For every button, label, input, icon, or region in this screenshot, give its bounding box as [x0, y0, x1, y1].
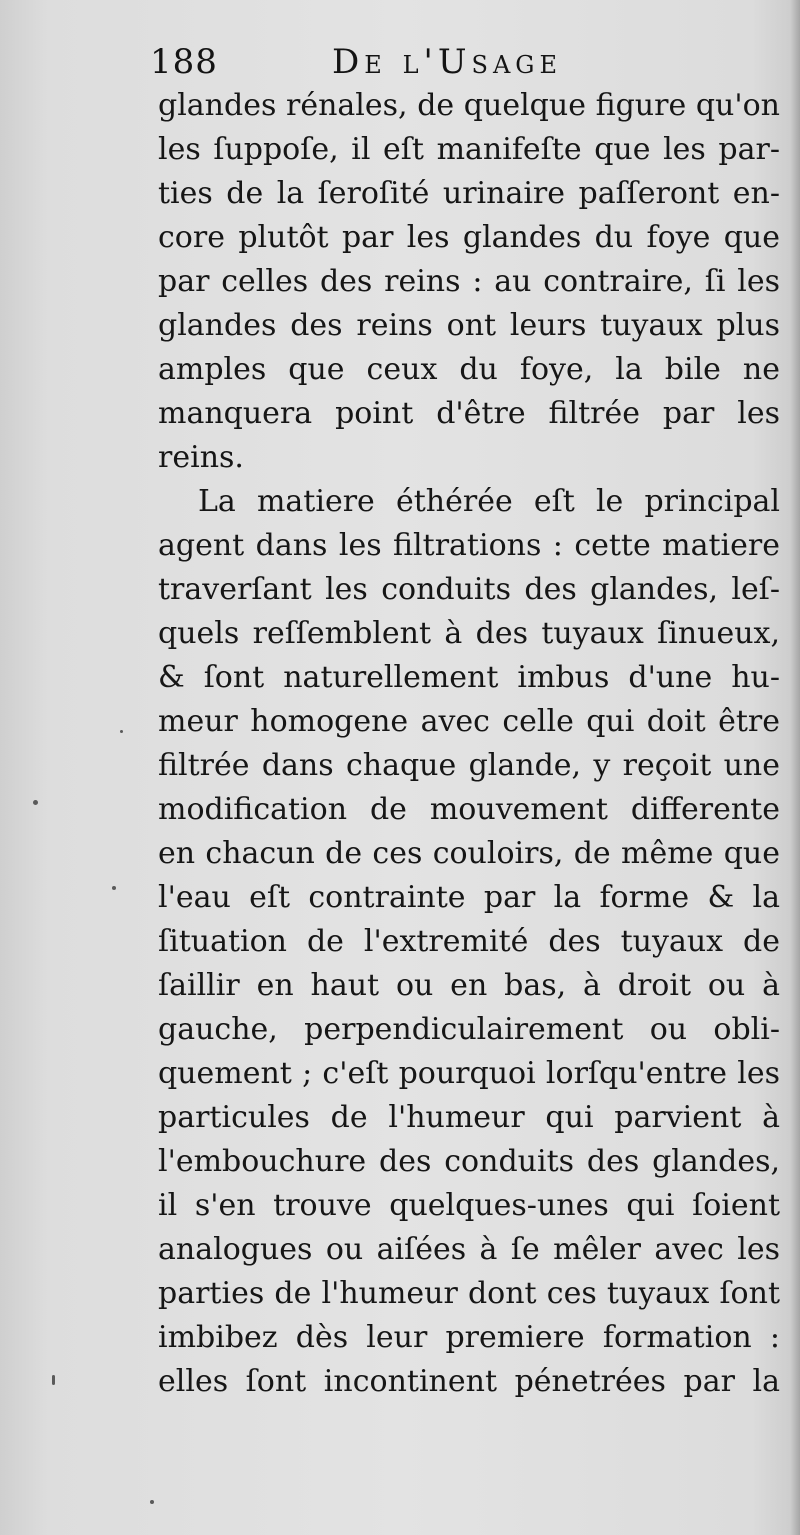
paper-speck [52, 1375, 55, 1385]
paper-speck [112, 886, 116, 890]
text-line: ſaillir en haut ou en bas, à droit ou à [158, 968, 780, 1003]
text-line: glandes rénales, de quelque figure qu'on [158, 88, 780, 123]
text-line: ties de la ſeroſité urinaire paſſeront en- [158, 176, 780, 211]
text-line: elles ſont incontinent pénetrées par la [158, 1364, 780, 1399]
paper-speck [33, 800, 38, 805]
text-line: reins. [158, 440, 244, 475]
text-line: filtrée dans chaque glande, y reçoit une [158, 748, 780, 783]
text-line: meur homogene avec celle qui doit être [158, 704, 780, 739]
text-line: en chacun de ces couloirs, de même que [158, 836, 780, 871]
text-line: il s'en trouve quelques-unes qui ſoient [158, 1188, 780, 1223]
text-line: quels reſſemblent à des tuyaux ſinueux, [158, 616, 780, 651]
running-head: De l'Usage [332, 42, 562, 82]
text-line: ſituation de l'extremité des tuyaux de [158, 924, 780, 959]
paper-speck [150, 1500, 154, 1504]
text-line: par celles des reins : au contraire, ſi les [158, 264, 780, 299]
text-line: glandes des reins ont leurs tuyaux plus [158, 308, 780, 343]
text-line: core plutôt par les glandes du foye que [158, 220, 780, 255]
text-line: imbibez dès leur premiere formation : [158, 1320, 780, 1355]
text-line: amples que ceux du foye, la bile ne [158, 352, 780, 387]
text-line: & ſont naturellement imbus d'une hu- [158, 660, 780, 695]
text-line: quement ; c'eſt pourquoi lorſqu'entre les [158, 1056, 780, 1091]
text-line: parties de l'humeur dont ces tuyaux ſont [158, 1276, 780, 1311]
text-line: manquera point d'être filtrée par les [158, 396, 780, 431]
text-line: modification de mouvement differente [158, 792, 780, 827]
text-line: analogues ou aiſées à ſe mêler avec les [158, 1232, 780, 1267]
text-line: traverſant les conduits des glandes, leſ- [158, 572, 780, 607]
page-number: 188 [150, 42, 218, 82]
paragraph-start-line: La matiere éthérée eſt le principal [198, 484, 780, 519]
page-edge-shadow [790, 0, 800, 1535]
text-line: agent dans les filtrations : cette matiere [158, 528, 780, 563]
text-line: l'eau eſt contrainte par la forme & la [158, 880, 780, 915]
text-line: l'embouchure des conduits des glandes, [158, 1144, 780, 1179]
text-line: les ſuppoſe, il eſt manifeſte que les par- [158, 132, 780, 167]
paper-speck [120, 730, 123, 733]
text-line: gauche, perpendiculairement ou obli- [158, 1012, 780, 1047]
text-line: particules de l'humeur qui parvient à [158, 1100, 780, 1135]
